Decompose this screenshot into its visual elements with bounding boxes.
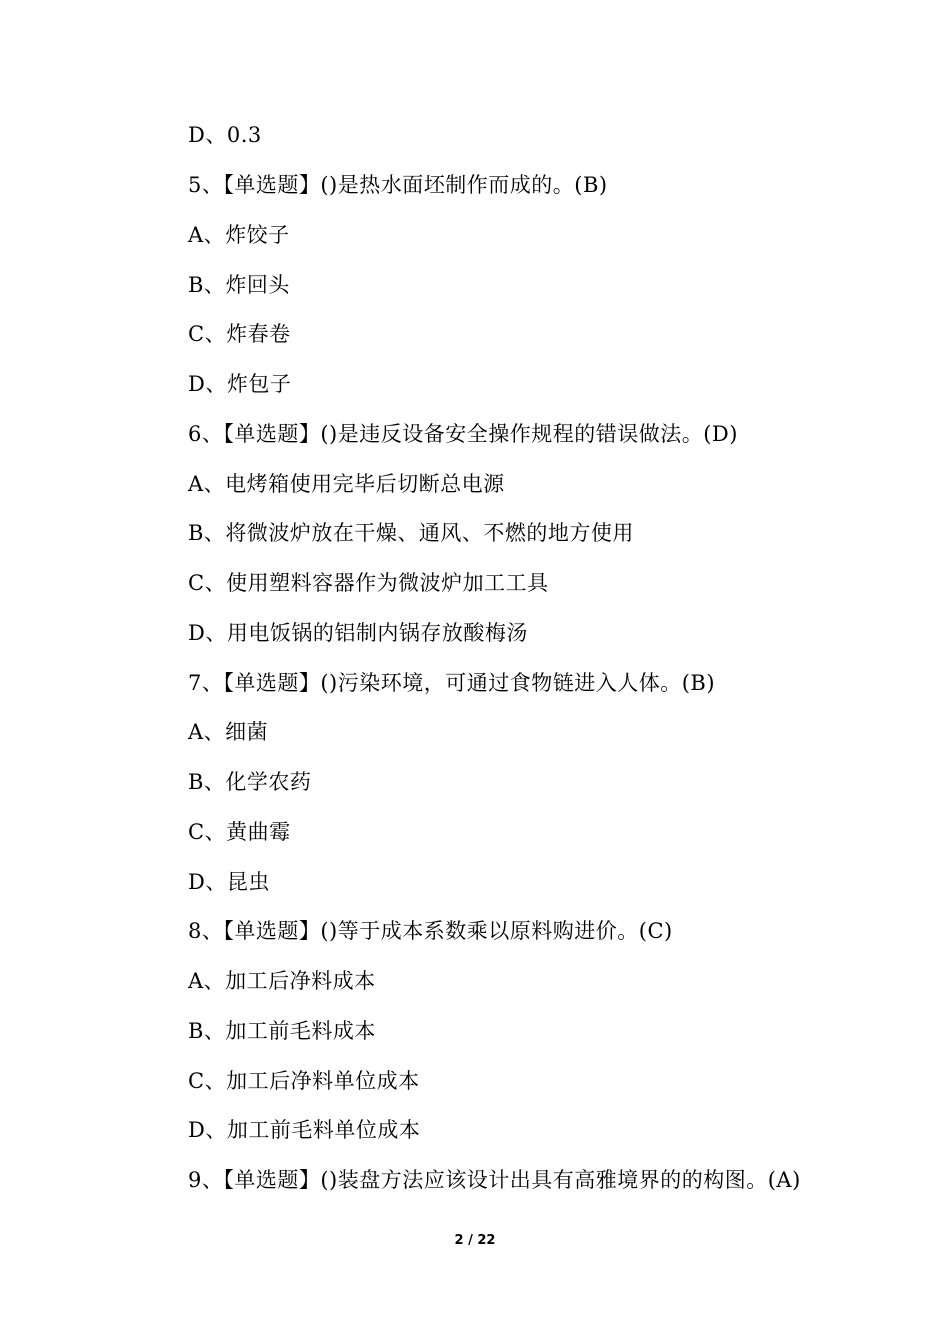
option-text: B、加工前毛料成本 [188, 1019, 376, 1043]
question-text: 8、【单选题】()等于成本系数乘以原料购进价。(C) [188, 919, 673, 943]
option-text: B、化学农药 [188, 770, 312, 794]
option-text: A、加工后净料成本 [188, 969, 376, 993]
option-text: D、加工前毛料单位成本 [188, 1118, 421, 1142]
option-text: A、电烤箱使用完毕后切断总电源 [188, 472, 505, 496]
question-text: 5、【单选题】()是热水面坯制作而成的。(B) [188, 173, 608, 197]
option-text: A、炸饺子 [188, 223, 290, 247]
option-text: B、炸回头 [188, 273, 290, 297]
page-number: 2 / 22 [454, 1233, 496, 1248]
option-text: C、黄曲霉 [188, 820, 291, 844]
option-text: C、加工后净料单位成本 [188, 1069, 420, 1093]
question-text: 7、【单选题】()污染环境，可通过食物链进入人体。(B) [188, 671, 716, 695]
option-text: D、用电饭锅的铝制内锅存放酸梅汤 [188, 621, 528, 645]
question-text: 6、【单选题】()是违反设备安全操作规程的错误做法。(D) [188, 422, 738, 446]
option-text: A、细菌 [188, 720, 269, 744]
option-text: B、将微波炉放在干燥、通风、不燃的地方使用 [188, 521, 634, 545]
question-text: 9、【单选题】()装盘方法应该设计出具有高雅境界的的构图。(A) [188, 1168, 801, 1192]
option-text: D、炸包子 [188, 372, 292, 396]
option-text: D、昆虫 [188, 870, 270, 894]
option-text: C、使用塑料容器作为微波炉加工工具 [188, 571, 549, 595]
option-text: D、0.3 [188, 123, 262, 147]
option-text: C、炸春卷 [188, 322, 291, 346]
